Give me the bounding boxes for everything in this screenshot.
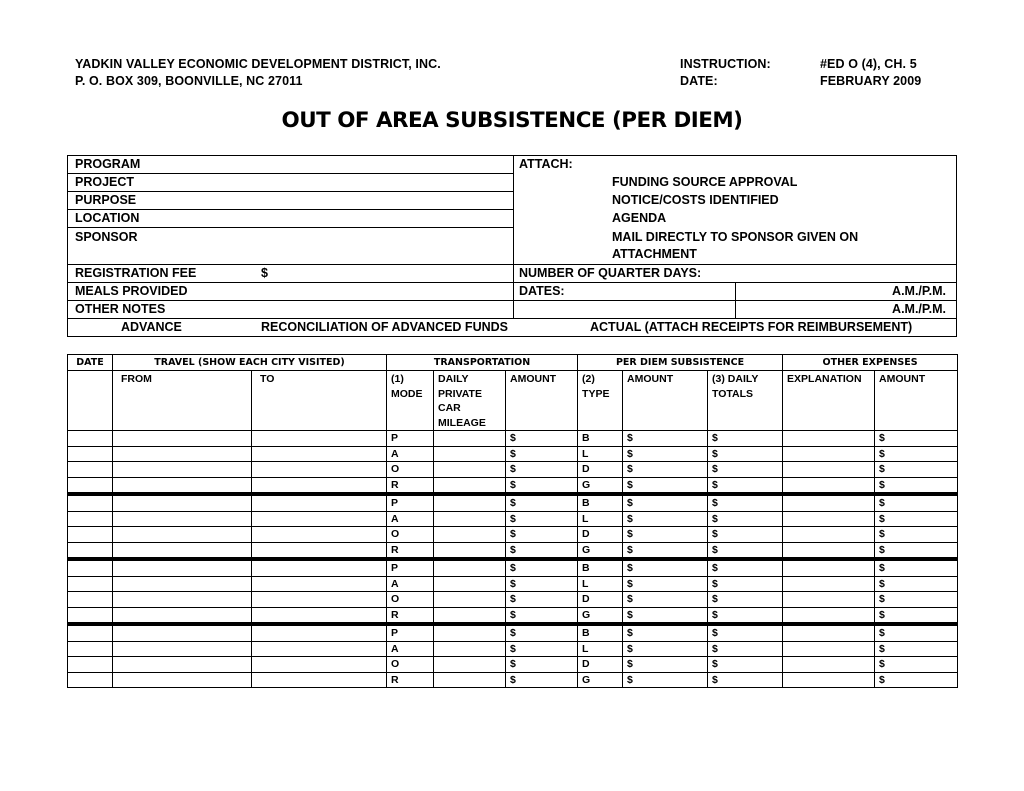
mileage-cell[interactable] — [434, 672, 506, 688]
page-title: OUT OF AREA SUBSISTENCE (PER DIEM) — [281, 108, 743, 132]
col-date: DATE — [68, 355, 113, 371]
table-row — [68, 672, 958, 688]
type-code: G — [578, 542, 623, 559]
date-cell[interactable] — [68, 477, 113, 494]
daily-total[interactable]: $ — [708, 624, 783, 641]
project-label: PROJECT — [75, 175, 135, 189]
explanation-cell[interactable] — [783, 494, 875, 511]
other-amount[interactable]: $ — [875, 527, 958, 543]
explanation-cell[interactable] — [783, 641, 875, 657]
transport-amount[interactable]: $ — [506, 542, 578, 559]
per-diem-amount[interactable]: $ — [623, 446, 708, 462]
other-notes-label: OTHER NOTES — [75, 302, 166, 316]
date-cell[interactable] — [68, 511, 113, 527]
quarter-days-label: NUMBER OF QUARTER DAYS: — [519, 266, 702, 280]
type-code: L — [578, 511, 623, 527]
transport-amount[interactable]: $ — [506, 641, 578, 657]
mode-code: O — [387, 527, 434, 543]
mileage-cell[interactable] — [434, 641, 506, 657]
to-cell[interactable] — [252, 559, 387, 576]
table-row — [68, 446, 958, 462]
org-address: P. O. BOX 309, BOONVILLE, NC 27011 — [75, 74, 303, 88]
mode-code: O — [387, 592, 434, 608]
other-amount[interactable]: $ — [875, 542, 958, 559]
transport-amount[interactable]: $ — [506, 559, 578, 576]
explanation-cell[interactable] — [783, 527, 875, 543]
daily-total[interactable]: $ — [708, 657, 783, 673]
instruction-label: INSTRUCTION: — [680, 57, 771, 71]
expense-table — [67, 354, 958, 688]
per-diem-amount[interactable]: $ — [623, 431, 708, 447]
registration-fee-dollar: $ — [261, 266, 268, 280]
transport-amount[interactable]: $ — [506, 576, 578, 592]
mileage-cell[interactable] — [434, 462, 506, 478]
per-diem-amount[interactable]: $ — [623, 477, 708, 494]
org-name: YADKIN VALLEY ECONOMIC DEVELOPMENT DISTRICT, INC. — [75, 57, 441, 71]
explanation-cell[interactable] — [783, 511, 875, 527]
per-diem-amount[interactable]: $ — [623, 494, 708, 511]
notice-costs: NOTICE/COSTS IDENTIFIED — [612, 193, 779, 207]
sub-explanation: EXPLANATION — [783, 371, 875, 431]
mode-code: P — [387, 559, 434, 576]
to-cell[interactable] — [252, 431, 387, 447]
sub-date-blank — [68, 371, 113, 431]
type-code: G — [578, 672, 623, 688]
to-cell[interactable] — [252, 607, 387, 624]
type-code: G — [578, 477, 623, 494]
date-cell[interactable] — [68, 624, 113, 641]
transport-amount[interactable]: $ — [506, 624, 578, 641]
to-cell[interactable] — [252, 542, 387, 559]
col-transportation: TRANSPORTATION — [387, 355, 578, 371]
daily-total[interactable]: $ — [708, 592, 783, 608]
daily-total[interactable]: $ — [708, 462, 783, 478]
mail-directly-line2: ATTACHMENT — [612, 247, 697, 261]
type-code: D — [578, 592, 623, 608]
date-cell[interactable] — [68, 494, 113, 511]
agenda-item: AGENDA — [612, 211, 667, 225]
date-value: FEBRUARY 2009 — [820, 74, 922, 88]
mode-code: A — [387, 446, 434, 462]
date-cell[interactable] — [68, 559, 113, 576]
from-cell[interactable] — [113, 672, 252, 688]
col-per-diem: PER DIEM SUBSISTENCE — [578, 355, 783, 371]
explanation-cell[interactable] — [783, 607, 875, 624]
info-box — [67, 155, 957, 337]
date-cell[interactable] — [68, 672, 113, 688]
per-diem-amount[interactable]: $ — [623, 527, 708, 543]
mode-code: P — [387, 431, 434, 447]
explanation-cell[interactable] — [783, 592, 875, 608]
mode-code: P — [387, 494, 434, 511]
from-cell[interactable] — [113, 592, 252, 608]
sub-daily-private: DAILY PRIVATE CAR MILEAGE — [434, 371, 506, 431]
daily-total[interactable]: $ — [708, 672, 783, 688]
reconciliation-label: RECONCILIATION OF ADVANCED FUNDS — [261, 320, 508, 334]
registration-fee-label: REGISTRATION FEE — [75, 266, 197, 280]
mode-code: R — [387, 477, 434, 494]
daily-total[interactable]: $ — [708, 641, 783, 657]
mileage-cell[interactable] — [434, 446, 506, 462]
per-diem-amount[interactable]: $ — [623, 542, 708, 559]
funding-approval: FUNDING SOURCE APPROVAL — [612, 175, 798, 189]
explanation-cell[interactable] — [783, 559, 875, 576]
mode-code: R — [387, 542, 434, 559]
daily-total[interactable]: $ — [708, 494, 783, 511]
to-cell[interactable] — [252, 527, 387, 543]
transport-amount[interactable]: $ — [506, 511, 578, 527]
mileage-cell[interactable] — [434, 576, 506, 592]
mail-directly-line1: MAIL DIRECTLY TO SPONSOR GIVEN ON — [612, 230, 859, 244]
table-row — [68, 511, 958, 527]
sponsor-label: SPONSOR — [75, 230, 138, 244]
ampm-1: A.M./P.M. — [892, 284, 946, 298]
mode-code: P — [387, 624, 434, 641]
other-amount[interactable]: $ — [875, 641, 958, 657]
per-diem-amount[interactable]: $ — [623, 462, 708, 478]
mode-code: O — [387, 657, 434, 673]
from-cell[interactable] — [113, 559, 252, 576]
sub-to: TO — [252, 371, 387, 431]
type-code: L — [578, 641, 623, 657]
table-row — [68, 527, 958, 543]
table-row — [68, 559, 958, 576]
transport-amount[interactable]: $ — [506, 446, 578, 462]
from-cell[interactable] — [113, 431, 252, 447]
to-cell[interactable] — [252, 511, 387, 527]
mileage-cell[interactable] — [434, 559, 506, 576]
other-amount[interactable]: $ — [875, 446, 958, 462]
other-amount[interactable]: $ — [875, 624, 958, 641]
date-cell[interactable] — [68, 446, 113, 462]
mode-code: A — [387, 511, 434, 527]
per-diem-amount[interactable]: $ — [623, 511, 708, 527]
other-amount[interactable]: $ — [875, 576, 958, 592]
mode-code: R — [387, 607, 434, 624]
explanation-cell[interactable] — [783, 672, 875, 688]
transport-amount[interactable]: $ — [506, 592, 578, 608]
explanation-cell[interactable] — [783, 446, 875, 462]
type-code: B — [578, 494, 623, 511]
from-cell[interactable] — [113, 527, 252, 543]
other-amount[interactable]: $ — [875, 672, 958, 688]
transport-amount[interactable]: $ — [506, 657, 578, 673]
transport-amount[interactable]: $ — [506, 431, 578, 447]
sub-daily-totals: (3) DAILY TOTALS — [708, 371, 783, 431]
transport-amount[interactable]: $ — [506, 607, 578, 624]
from-cell[interactable] — [113, 511, 252, 527]
date-cell[interactable] — [68, 641, 113, 657]
transport-amount[interactable]: $ — [506, 672, 578, 688]
advance-label: ADVANCE — [121, 320, 182, 334]
other-amount[interactable]: $ — [875, 477, 958, 494]
table-row — [68, 462, 958, 478]
dates-label: DATES: — [519, 284, 565, 298]
explanation-cell[interactable] — [783, 576, 875, 592]
daily-total[interactable]: $ — [708, 431, 783, 447]
date-cell[interactable] — [68, 607, 113, 624]
mode-code: R — [387, 672, 434, 688]
date-cell[interactable] — [68, 462, 113, 478]
other-amount[interactable]: $ — [875, 431, 958, 447]
to-cell[interactable] — [252, 477, 387, 494]
per-diem-amount[interactable]: $ — [623, 559, 708, 576]
meals-provided-label: MEALS PROVIDED — [75, 284, 188, 298]
mileage-cell[interactable] — [434, 431, 506, 447]
table-row — [68, 431, 958, 447]
sub-mode: (1) MODE — [387, 371, 434, 431]
to-cell[interactable] — [252, 494, 387, 511]
explanation-cell[interactable] — [783, 462, 875, 478]
mileage-cell[interactable] — [434, 592, 506, 608]
per-diem-amount[interactable]: $ — [623, 607, 708, 624]
purpose-label: PURPOSE — [75, 193, 137, 207]
to-cell[interactable] — [252, 446, 387, 462]
explanation-cell[interactable] — [783, 431, 875, 447]
sub-amount-other: AMOUNT — [875, 371, 958, 431]
ampm-2: A.M./P.M. — [892, 302, 946, 316]
transport-amount[interactable]: $ — [506, 527, 578, 543]
mode-code: O — [387, 462, 434, 478]
date-cell[interactable] — [68, 542, 113, 559]
from-cell[interactable] — [113, 494, 252, 511]
mode-code: A — [387, 576, 434, 592]
program-label: PROGRAM — [75, 157, 141, 171]
daily-total[interactable]: $ — [708, 527, 783, 543]
type-code: B — [578, 559, 623, 576]
col-travel: TRAVEL (SHOW EACH CITY VISITED) — [113, 355, 387, 371]
other-amount[interactable]: $ — [875, 511, 958, 527]
daily-total[interactable]: $ — [708, 511, 783, 527]
table-row — [68, 624, 958, 641]
mileage-cell[interactable] — [434, 527, 506, 543]
sub-amount-per-diem: AMOUNT — [623, 371, 708, 431]
explanation-cell[interactable] — [783, 657, 875, 673]
other-amount[interactable]: $ — [875, 607, 958, 624]
sub-from: FROM — [113, 371, 252, 431]
mileage-cell[interactable] — [434, 607, 506, 624]
table-row — [68, 592, 958, 608]
transport-amount[interactable]: $ — [506, 494, 578, 511]
to-cell[interactable] — [252, 657, 387, 673]
daily-total[interactable]: $ — [708, 607, 783, 624]
table-row — [68, 657, 958, 673]
daily-total[interactable]: $ — [708, 477, 783, 494]
to-cell[interactable] — [252, 576, 387, 592]
per-diem-amount[interactable]: $ — [623, 592, 708, 608]
actual-label: ACTUAL (ATTACH RECEIPTS FOR REIMBURSEMENT) — [590, 320, 913, 334]
date-cell[interactable] — [68, 657, 113, 673]
to-cell[interactable] — [252, 624, 387, 641]
table-row — [68, 494, 958, 511]
sub-amount-transport: AMOUNT — [506, 371, 578, 431]
type-code: B — [578, 624, 623, 641]
explanation-cell[interactable] — [783, 624, 875, 641]
from-cell[interactable] — [113, 462, 252, 478]
date-cell[interactable] — [68, 576, 113, 592]
to-cell[interactable] — [252, 462, 387, 478]
per-diem-amount[interactable]: $ — [623, 641, 708, 657]
type-code: D — [578, 657, 623, 673]
per-diem-amount[interactable]: $ — [623, 672, 708, 688]
transport-amount[interactable]: $ — [506, 477, 578, 494]
type-code: D — [578, 527, 623, 543]
mode-code: A — [387, 641, 434, 657]
table-row — [68, 607, 958, 624]
from-cell[interactable] — [113, 641, 252, 657]
other-amount[interactable]: $ — [875, 494, 958, 511]
mileage-cell[interactable] — [434, 542, 506, 559]
other-amount[interactable]: $ — [875, 657, 958, 673]
to-cell[interactable] — [252, 641, 387, 657]
location-label: LOCATION — [75, 211, 140, 225]
transport-amount[interactable]: $ — [506, 462, 578, 478]
type-code: L — [578, 446, 623, 462]
date-cell[interactable] — [68, 527, 113, 543]
instruction-value: #ED O (4), CH. 5 — [820, 57, 917, 71]
table-row — [68, 542, 958, 559]
from-cell[interactable] — [113, 446, 252, 462]
sub-type: (2) TYPE — [578, 371, 623, 431]
type-code: L — [578, 576, 623, 592]
per-diem-amount[interactable]: $ — [623, 576, 708, 592]
from-cell[interactable] — [113, 607, 252, 624]
to-cell[interactable] — [252, 672, 387, 688]
from-cell[interactable] — [113, 657, 252, 673]
table-row — [68, 576, 958, 592]
type-code: G — [578, 607, 623, 624]
mileage-cell[interactable] — [434, 624, 506, 641]
daily-total[interactable]: $ — [708, 559, 783, 576]
from-cell[interactable] — [113, 542, 252, 559]
table-row — [68, 641, 958, 657]
per-diem-amount[interactable]: $ — [623, 657, 708, 673]
mileage-cell[interactable] — [434, 657, 506, 673]
daily-total[interactable]: $ — [708, 576, 783, 592]
other-amount[interactable]: $ — [875, 592, 958, 608]
date-cell[interactable] — [68, 592, 113, 608]
date-cell[interactable] — [68, 431, 113, 447]
explanation-cell[interactable] — [783, 542, 875, 559]
attach-label: ATTACH: — [519, 157, 573, 171]
type-code: B — [578, 431, 623, 447]
daily-total[interactable]: $ — [708, 446, 783, 462]
explanation-cell[interactable] — [783, 477, 875, 494]
table-row — [68, 477, 958, 494]
other-amount[interactable]: $ — [875, 462, 958, 478]
mileage-cell[interactable] — [434, 477, 506, 494]
date-label: DATE: — [680, 74, 718, 88]
col-other-expenses: OTHER EXPENSES — [783, 355, 958, 371]
from-cell[interactable] — [113, 477, 252, 494]
other-amount[interactable]: $ — [875, 559, 958, 576]
daily-total[interactable]: $ — [708, 542, 783, 559]
per-diem-amount[interactable]: $ — [623, 624, 708, 641]
to-cell[interactable] — [252, 592, 387, 608]
from-cell[interactable] — [113, 624, 252, 641]
mileage-cell[interactable] — [434, 494, 506, 511]
type-code: D — [578, 462, 623, 478]
from-cell[interactable] — [113, 576, 252, 592]
mileage-cell[interactable] — [434, 511, 506, 527]
